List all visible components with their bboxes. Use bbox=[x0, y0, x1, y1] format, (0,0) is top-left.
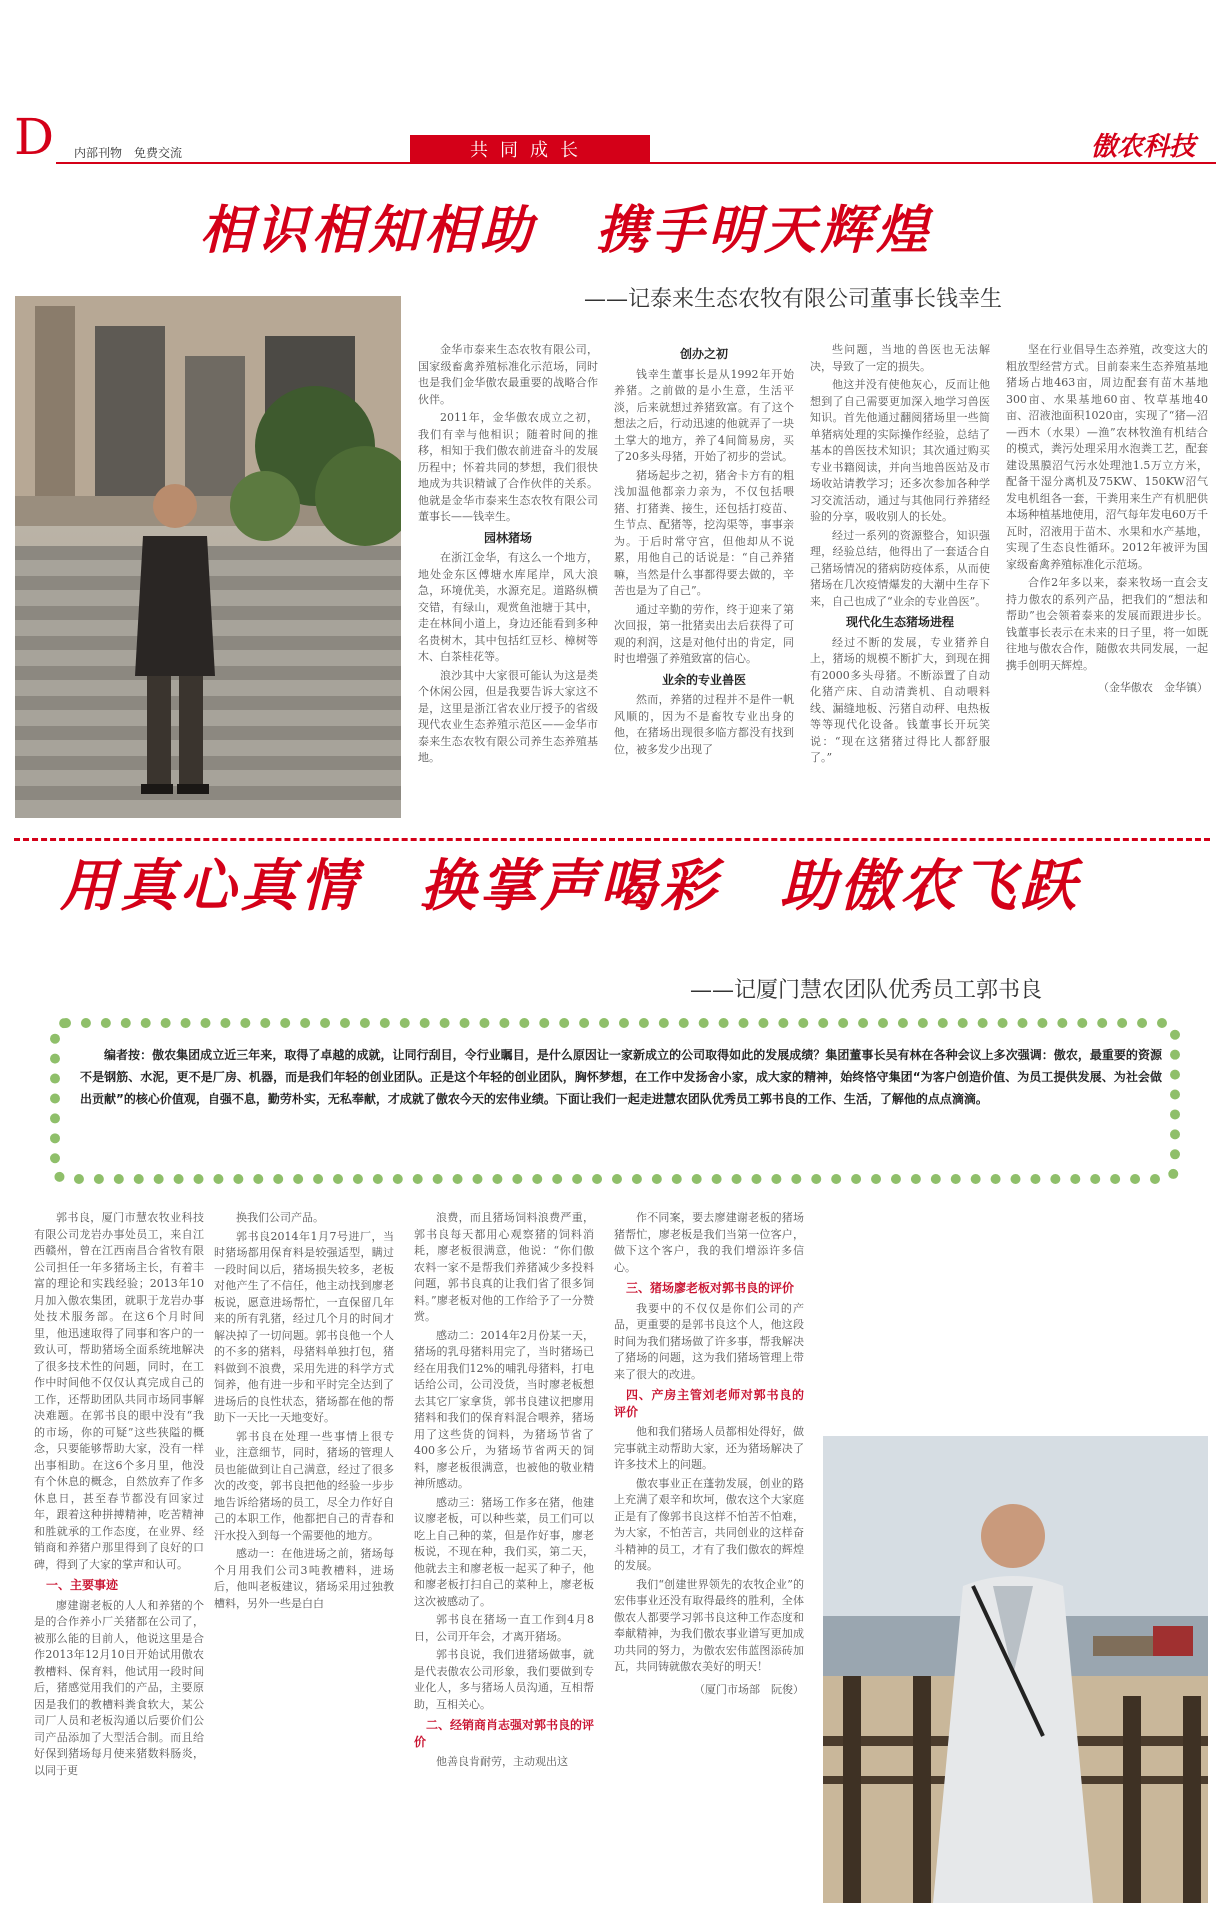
paragraph: 然而，养猪的过程并不是件一帆风顺的，因为不是畜牧专业出身的他，在猪场出现很多临方都没有找到位，被多发少出现了 bbox=[614, 693, 794, 756]
paragraph: 郭书良说，我们进猪场做事，就是代表傲农公司形象，我们要做到专业化人，多与猪场人员沟通，互相帮助，互相关心。 bbox=[414, 1648, 594, 1711]
section-separator bbox=[14, 838, 1210, 841]
headline-part: 携手明天辉煌 bbox=[596, 201, 933, 261]
paragraph: 作不同案，要去廖建谢老板的猪场猪帮忙，廖老板是我们当第一位客户，做下这个客户，我的我们增添许多信心。 bbox=[614, 1211, 804, 1274]
paragraph: 他善良肯耐劳，主动观出这 bbox=[436, 1755, 568, 1768]
paragraph: 浪沙其中大家很可能认为这是类个休闲公园，但是我要告诉大家这不是，这里是浙江省农业厅授予的省级现代农业生态养殖示范区——金华市泰来生态农牧有限公司养生态养殖基地。 bbox=[418, 668, 598, 764]
section-heading: 业余的专业兽医 bbox=[661, 672, 746, 687]
byline: （厦门市场部 阮俊） bbox=[694, 1682, 804, 1696]
paragraph: 钱幸生董事长是从1992年开始养猪。之前做的是小生意，生活平淡，后来就想过养猪致富。有了这个想法之后，行动迅速的他就弄了一块土掌大的地方，养了4间简易房，买了20多头母猪，开始了初步的尝试。 bbox=[614, 367, 794, 463]
brand-logo: 傲农科技 bbox=[1090, 132, 1195, 162]
headline-part: 用真心真情 bbox=[60, 854, 360, 919]
employee-photo-illustration bbox=[823, 1436, 1208, 1903]
paragraph: 傲农事业正在蓬勃发展，创业的路上充满了艰辛和坎坷，傲农这个大家庭正是有了像郭书良这样不怕苦不怕难，为大家，不怕苦言，共同创业的这样奋斗精神的员工，才有了我们傲农的辉煌的发展。 bbox=[614, 1476, 804, 1572]
paragraph: 郭书良，厦门市慧农牧业科技有限公司龙岩办事处员工，来自江西赣州，曾在江西南昌合省牧有限公司担任一年多猪场主长，有着丰富的理论和实践经验；2013年10月加入傲农集团，就职于龙岩办事处技术服务部。在这6个月时间里，他迅速取得了同事和客户的一致认可，帮助猪场全面系统地解决了很多技术性的问题，同时，在工作中时间他不仅仅认真完成自己的工作，还帮助团队共同市场同事解决难题。在郭书良的眼中没有“我的市场，你的可疑”这些狭隘的概念，只要能够帮助大家，没有一样出事相助。在这6个多月里，他没有个休息的概念，自然放弃了作多休息日，甚至春节都没有回家过年，跟着这种拼搏精神，吃苦精神和胜就承的工作态度，在业界、经销商和养猪户那里得到了良好的口碑，得到了大家的掌声和认可。 bbox=[34, 1211, 204, 1571]
article1-column-4 bbox=[1006, 342, 1208, 820]
section-heading: 现代化生态猪场进程 bbox=[845, 615, 954, 629]
paragraph: 郭书良在处理一些事情上很专业，注意细节，同时，猪场的管理人员也能做到让自己满意，经过了很多次的改变，郭书良把他的经验一步步地告诉给猪场的员工，尽全力作好自己的本职工作，他都把自己的青春和汗水投入到每一个需要他的地方。 bbox=[214, 1429, 394, 1542]
paragraph: 坚在行业倡导生态养殖，改变这大的粗放型经营方式。目前泰来生态养殖基地猪场占地463亩，周边配套有苗木基地300亩、水果基地60亩、牧草基地40亩、沼液池面积1020亩，实现了“猪—沼—西木（水果）—渔”农林牧渔有机结合的模式，粪污处理采用水泡粪工艺，配套建设黑膜沼气污水处理池1.5万立方米，配备干湿分离机及75KW、150KW沼气发电机组各一套，干粪用来生产有机肥供本场种植基地使用，沼气每年发电60万千瓦时，沼液用于苗木、水果和水产基地，实现了生态良性循环。2012年被评为国家级畜禽养殖标准化示范场。 bbox=[1006, 343, 1208, 571]
section-tab: 共同成长 bbox=[410, 135, 650, 163]
article1-column-1 bbox=[418, 342, 598, 820]
section-heading: 一、主要事迹 bbox=[46, 1578, 119, 1592]
article1-column-2 bbox=[614, 342, 794, 820]
paragraph: 金华市泰来生态农牧有限公司，国家级畜禽养殖标准化示范场，同时也是我们金华傲农最重要的战略合作伙伴。 bbox=[418, 343, 598, 406]
byline: （金华傲农 金华镇） bbox=[1098, 681, 1208, 694]
editor-note-label: 编者按： bbox=[104, 1048, 153, 1062]
paragraph: 廖建谢老板的人人和养猪的个是的合作养小厂关猪都在公司了，被那么能的目前人，他说这里是合作2013年12月10日开始试用傲农教槽料、保育料，他试用一段时间后，猪感觉用我们的产品，主要原因是我们的教槽料粪食软大，某公司厂人员和老板沟通以后要价们公司产品添加了大型活合制。而且给好保到猪场每月使来猪数料肠炎，以同于更 bbox=[34, 1598, 204, 1777]
article2-headline bbox=[60, 842, 1140, 922]
paragraph: 换我们公司产品。 bbox=[236, 1211, 324, 1224]
paragraph: 合作2年多以来，泰来牧场一直会支持力傲农的系列产品，把我们的“想法和帮助”也会领着泰来的发展而跟进步长。钱董事长表示在未来的日子里，将一如既往地与傲农合作，随傲农共同发展，一起携手创明天辉煌。 bbox=[1006, 576, 1208, 672]
paragraph: 感动一：在他进场之前，猪场每个月用我们公司3吨教槽料，进场后，他叫老板建议，猪场采用过独教槽料，另外一些是白白 bbox=[214, 1547, 394, 1610]
paragraph: 他和我们猪场人员都相处得好，做完事就主动帮助大家，还为猪场解决了许多技术上的问题。 bbox=[614, 1425, 804, 1471]
article2-column-4 bbox=[614, 1210, 804, 1910]
section-heading: 创办之初 bbox=[679, 347, 728, 361]
headline-part: 换掌声喝彩 bbox=[420, 854, 720, 919]
section-heading: 二、经销商肖志强对郭书良的评价 bbox=[414, 1718, 594, 1749]
article2-subtitle: ——记厦门慧农团队优秀员工郭书良 bbox=[690, 978, 1043, 1003]
article2-column-2 bbox=[214, 1210, 394, 1910]
paragraph: 经过一系列的资源整合，知识强理，经验总结，他得出了一套适合自己猪场情况的猪病防疫体系，从而使猪场在几次疫情爆发的大潮中生存下来，自己也成了“业余的专业兽医”。 bbox=[810, 528, 990, 608]
article1-subtitle: ——记泰来生态农牧有限公司董事长钱幸生 bbox=[584, 287, 1003, 312]
paragraph: 浪费，而且猪场饲料浪费严重，郭书良每天都用心观察猪的饲料消耗，廖老板很满意，他说：“你们傲农料一家不是帮我们养猪减少多投料问题，郭书良真的让我们省了很多饲料。”廖老板对他的工作给予了一分赞赏。 bbox=[414, 1211, 594, 1323]
editor-note bbox=[80, 1044, 1162, 1110]
chairman-photo bbox=[15, 296, 401, 818]
chairman-photo-illustration bbox=[15, 296, 401, 818]
header-rule bbox=[56, 162, 1216, 164]
paragraph: 些问题，当地的兽医也无法解决，导致了一定的损失。 bbox=[810, 343, 990, 373]
section-heading: 三、猪场廖老板对郭书良的评价 bbox=[626, 1281, 795, 1295]
section-heading: 四、产房主管刘老师对郭书良的评价 bbox=[614, 1388, 804, 1419]
paragraph: 通过辛勤的劳作，终于迎来了第次回报，第一批猪卖出去后获得了可观的利润，这是对他付出的肯定，同时也增强了养殖致富的信心。 bbox=[614, 602, 794, 665]
editor-note-text: 傲农集团成立近三年来，取得了卓越的成就，让同行刮目，令行业瞩目，是什么原因让一家新成立的公司取得如此的发展成绩？集团董事长吴有林在各种会议上多次强调：傲农，最重要的资源不是钢筋、水泥，更不是厂房、机器，而是我们年轻的创业团队。正是这个年轻的创业团队，胸怀梦想，在工作中发扬舍小家，成大家的精神，始终恪守集团“为客户创造价值、为员工提供发展、为社会做出贡献”的核心价值观，自强不息，勤劳朴实，无私奉献，才成就了傲农今天的宏伟业绩。下面让我们一起走进慧农团队优秀员工郭书良的工作、生活，了解他的点点滴滴。 bbox=[80, 1048, 1162, 1106]
paragraph: 感动二：2014年2月份某一天，猪场的乳母猪料用完了，当时猪场已经在用我们12%的哺乳母猪料，打电话给公司，公司没货，当时廖老板想去其它厂家拿货，郭书良建议把廖用猪料和我们的保育料混合喂养，猪场用了这些货的饲料，为猪场节省了400多公斤，为猪场节省两天的饲料，廖老板很满意，也被他的敬业精神所感动。 bbox=[414, 1328, 594, 1490]
paragraph: 我要中的不仅仅是你们公司的产品，更重要的是郭书良这个人，他这段时间为我们猪场做了许多事，帮我解决了猪场的问题，这为我们猪场管理上带来了很大的改进。 bbox=[614, 1301, 804, 1381]
section-heading: 园林猪场 bbox=[483, 530, 532, 545]
paragraph: 猪场起步之初，猪舍卡方有的粗浅加温他都亲力亲为，不仅包括喂猪、打猪粪、接生，还包括打疫苗、生节点、配猪等，挖沟渠等，事事亲为。于后时常守宫，但他却从不说累，用他自己的话说是：“自己养猪嘛，当然是什么事都得要去做的，辛苦也是为了自己”。 bbox=[614, 468, 794, 597]
header-subtitle: 内部刊物 免费交流 bbox=[74, 146, 183, 160]
paragraph: 他这并没有使他灰心，反而让他想到了自己需要更加深入地学习兽医知识。首先他通过翻阅猪场里一些简单猪病处理的实际操作经验，总结了基本的兽医技术知识；其次通过购买专业书籍阅读，并向当地兽医站及市场收站请教学习；还多次参加各种学习交流活动，通过与其他同行养猪经验的分享，吸收别人的长处。 bbox=[810, 378, 990, 523]
headline-part: 助傲农飞跃 bbox=[780, 854, 1080, 919]
page-letter: D bbox=[14, 108, 55, 166]
paragraph: 郭书良在猪场一直工作到4月8日，公司开年会，才离开猪场。 bbox=[414, 1613, 594, 1643]
paragraph: 郭书良2014年1月7号进厂，当时猪场都用保育料是较强适型，瞒过一段时间以后，猪场损失较多，老板对他产生了不信任，他主动找到廖老板说，愿意进场帮忙，一直保留几年来的所有乳猪，经过几个月的时间才解决掉了一切问题。郭书良他一个人的不多的猪料，母猪料单独打包，猪料做到不浪费，采用先进的科学方式饲养，他有进一步和平时完全达到了进场后的良性状态，猪场都在他的帮助下一天比一天地变好。 bbox=[214, 1229, 394, 1424]
article1-column-3 bbox=[810, 342, 990, 820]
employee-photo bbox=[823, 1436, 1208, 1903]
headline-part: 相识相知相助 bbox=[200, 201, 537, 261]
paragraph: 2011年，金华傲农成立之初，我们有幸与他相识；随着时间的推移，相知于我们傲农前进奋斗的发展历程中；怀着共同的梦想，我们很快地成为共识精诚了合作伙伴的关系。他就是金华市泰来生态农牧有限公司董事长——钱幸生。 bbox=[418, 411, 598, 523]
article2-column-1 bbox=[34, 1210, 204, 1910]
paragraph: 我们“创建世界领先的农牧企业”的宏伟事业还没有取得最终的胜利，全体傲农人都要学习郭书良这种工作态度和奉献精神，为我们傲农事业谱写更加成功共同的努力，为傲农宏伟蓝图添砖加瓦，共同铸就傲农美好的明天！ bbox=[614, 1577, 804, 1673]
article1-headline bbox=[200, 188, 992, 263]
paragraph: 在浙江金华，有这么一个地方，地处金东区傅塘水库尾岸，风大浪急，环境优美，水源充足。道路纵横交错，有绿山，观赏鱼池塘于其中，走在林间小道上，身边还能看到多种名贵树木，其中包括红豆杉、樟树等木、白茶桂花等。 bbox=[418, 551, 598, 663]
article2-column-3 bbox=[414, 1210, 594, 1910]
paragraph: 经过不断的发展，专业猪养自上，猪场的规模不断扩大，到现在拥有2000多头母猪。不断添置了自动化猪产床、自动清粪机、自动喂料线、漏缝地板、污猪自动秤、电热板等等现代化设备。钱董事长开玩笑说：“现在这猪猪过得比人都舒服了。” bbox=[810, 635, 990, 764]
paragraph: 感动三：猪场工作多在猪，他建议廖老板，可以种些菜，员工们可以吃上自己种的菜，但是作好事，廖老板说，不现在种，我们买，第二天，他就去主和廖老板一起买了种子，他和廖老板打扫自己的菜种上，廖老板这次被感动了。 bbox=[414, 1495, 594, 1608]
